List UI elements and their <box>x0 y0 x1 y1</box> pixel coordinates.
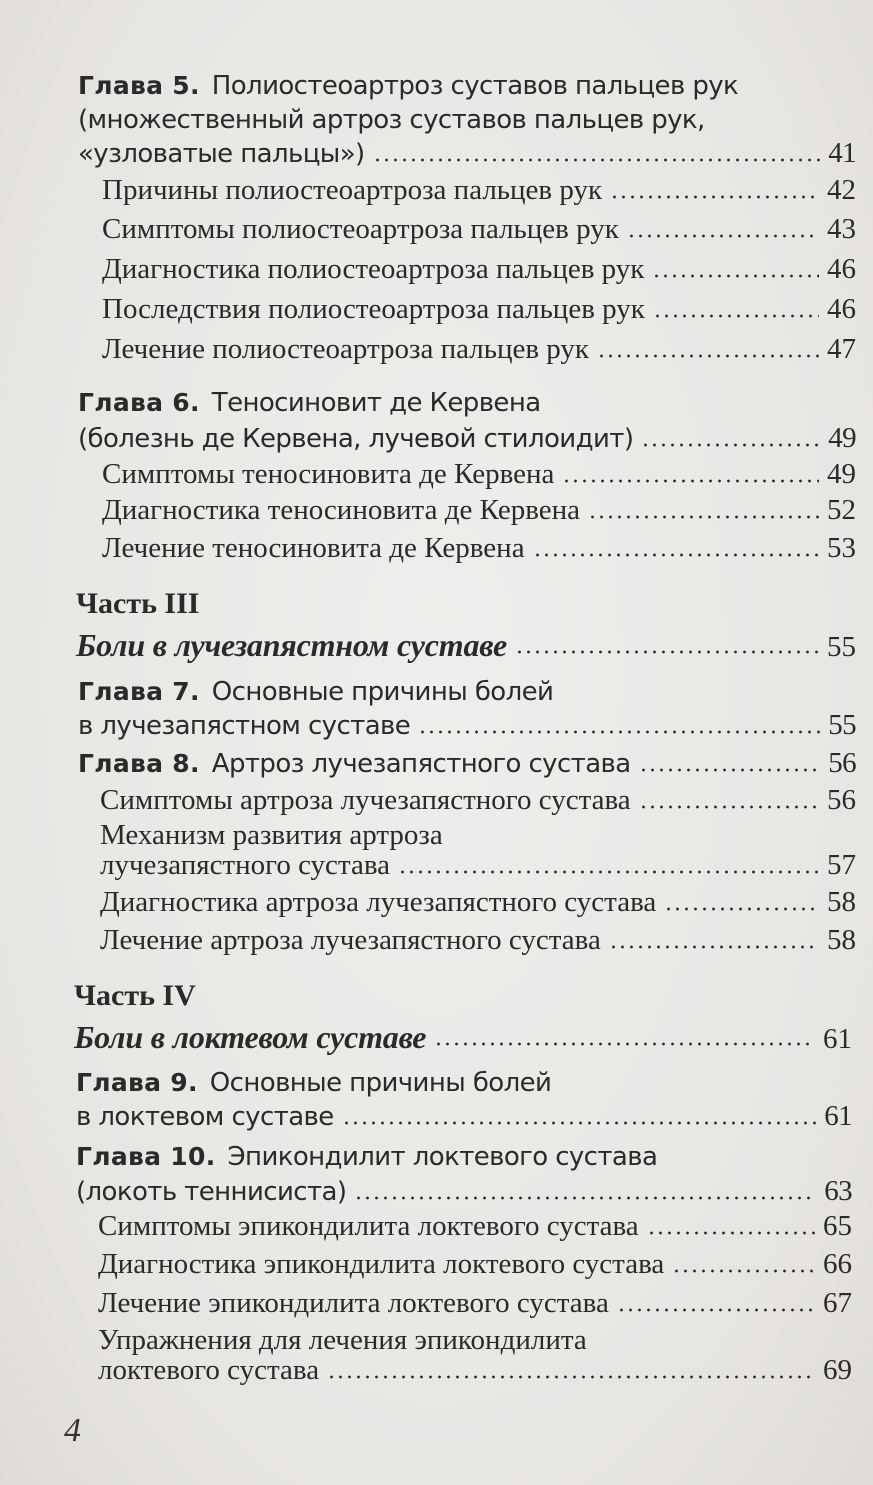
toc-entry <box>100 780 856 820</box>
dot-leader <box>515 649 819 655</box>
dot-leader <box>639 767 821 773</box>
dot-leader <box>533 552 819 558</box>
page-number: 42 <box>827 174 856 206</box>
page-number: 69 <box>823 1354 852 1386</box>
dot-leader <box>664 906 819 912</box>
entry-text: Упражнения для лечения эпикондилита <box>98 1324 587 1356</box>
entry-text: Лечение эпикондилита локтевого сустава <box>98 1287 609 1319</box>
toc-entry <box>102 490 856 530</box>
chapter-6-heading <box>78 383 541 423</box>
chapter-title: Основные причины болей <box>211 677 554 707</box>
entry-text: Симптомы эпикондилита локтевого сустава <box>98 1210 639 1242</box>
dot-leader <box>434 1041 815 1047</box>
dot-leader <box>639 804 819 810</box>
dot-leader <box>597 353 819 359</box>
chapter-title: в лучезапястном суставе <box>78 711 411 741</box>
chapter-title: Артроз лучезапястного сустава <box>211 749 631 779</box>
page-number: 61 <box>824 1100 852 1132</box>
page-folio-number: 4 <box>64 1412 81 1449</box>
part-title: Боли в лучезапястном суставе <box>76 627 507 663</box>
page-number: 53 <box>827 532 856 564</box>
chapter-title: Полиостеоартроз суставов пальцев рук <box>211 71 739 101</box>
chapter-label: Глава 5. <box>78 71 200 100</box>
toc-entry <box>78 418 856 458</box>
page-number: 57 <box>827 849 856 881</box>
entry-text: Причины полиостеоартроза пальцев рук <box>102 174 603 206</box>
toc-entry <box>102 528 856 568</box>
chapter-label: Глава 6. <box>78 388 200 417</box>
toc-entry <box>102 454 856 494</box>
page-number: 66 <box>823 1248 852 1280</box>
page-number: 65 <box>823 1210 852 1242</box>
chapter-title: Теносиновит де Кервена <box>211 388 541 418</box>
page-number: 49 <box>827 458 856 490</box>
dot-leader <box>641 442 820 448</box>
page-number: 49 <box>828 422 856 454</box>
entry-text: Лечение полиостеоартроза пальцев рук <box>102 333 589 365</box>
entry-text: Последствия полиостеоартроза пальцев рук <box>102 293 645 325</box>
page-number: 55 <box>828 709 856 741</box>
page-number: 61 <box>823 1023 852 1055</box>
page-number: 46 <box>827 293 856 325</box>
chapter-8-heading <box>78 743 856 783</box>
toc-entry <box>98 1350 852 1390</box>
chapter-title: «узловатые пальцы») <box>78 139 365 169</box>
page-number: 56 <box>828 747 856 779</box>
page-number: 58 <box>827 886 856 918</box>
dot-leader <box>617 1307 815 1313</box>
chapter-title: (локоть теннисиста) <box>76 1177 347 1207</box>
entry-text: Диагностика полиостеоартроза пальцев рук <box>102 253 645 285</box>
dot-leader <box>398 869 819 875</box>
dot-leader <box>672 1268 815 1274</box>
toc-entry <box>102 329 856 369</box>
page-number: 43 <box>827 213 856 245</box>
dot-leader <box>609 944 819 950</box>
page-number: 63 <box>824 1175 852 1207</box>
entry-text: Механизм развития артроза <box>100 819 443 851</box>
part-4-title <box>74 1017 852 1057</box>
part-3-label <box>76 584 199 624</box>
entry-text: лучезапястного сустава <box>100 849 391 881</box>
page-number: 41 <box>828 137 856 169</box>
part-3-title <box>76 625 856 665</box>
toc-entry <box>100 845 856 885</box>
toc-entry <box>98 1283 852 1323</box>
dot-leader <box>373 157 821 163</box>
toc-entry <box>76 1171 852 1211</box>
toc-entry <box>102 289 856 329</box>
dot-leader <box>627 233 819 239</box>
entry-text: локтевого сустава <box>98 1354 320 1386</box>
part-title: Боли в локтевом суставе <box>74 1019 427 1055</box>
dot-leader <box>653 313 819 319</box>
dot-leader <box>342 1120 817 1126</box>
toc-entry <box>100 882 856 922</box>
toc-entry <box>102 170 856 210</box>
toc-entry <box>78 133 856 173</box>
dot-leader <box>354 1195 816 1201</box>
dot-leader <box>610 194 819 200</box>
entry-text: Диагностика эпикондилита локтевого сустава <box>98 1248 665 1280</box>
dot-leader <box>652 273 819 279</box>
part-4-label <box>74 976 196 1016</box>
toc-entry <box>76 1096 852 1136</box>
chapter-title: Эпикондилит локтевого сустава <box>227 1142 658 1172</box>
page-number: 46 <box>827 253 856 285</box>
entry-text: Лечение теносиновита де Кервена <box>102 532 525 564</box>
entry-text: Диагностика артроза лучезапястного сустава <box>100 886 657 918</box>
toc-entry <box>100 920 856 960</box>
toc-entry <box>98 1206 852 1246</box>
part-label: Часть IV <box>74 979 196 1012</box>
chapter-label: Глава 9. <box>76 1068 198 1097</box>
entry-text: Симптомы артроза лучезапястного сустава <box>100 784 631 816</box>
page-number: 47 <box>827 333 856 365</box>
toc-entry <box>78 705 856 745</box>
entry-text: Симптомы полиостеоартроза пальцев рук <box>102 213 619 245</box>
dot-leader <box>562 478 819 484</box>
dot-leader <box>588 514 819 520</box>
part-label: Часть III <box>76 587 200 620</box>
chapter-label: Глава 10. <box>76 1142 216 1171</box>
chapter-label: Глава 8. <box>78 749 200 778</box>
page-number: 52 <box>827 494 856 526</box>
chapter-title: (болезнь де Кервена, лучевой стилоидит) <box>78 424 634 454</box>
chapter-title: (множественный артроз суставов пальцев рук, <box>78 105 705 135</box>
entry-text: Лечение артроза лучезапястного сустава <box>100 924 601 956</box>
page-number: 58 <box>827 924 856 956</box>
chapter-title: в локтевом суставе <box>76 1102 334 1132</box>
chapter-label: Глава 7. <box>78 677 200 706</box>
toc-entry <box>102 209 856 249</box>
toc-entry <box>102 249 856 289</box>
entry-text: Симптомы теносиновита де Кервена <box>102 458 555 490</box>
chapter-title: Основные причины болей <box>209 1068 552 1098</box>
page-number: 55 <box>827 631 856 663</box>
page-number: 67 <box>823 1287 852 1319</box>
dot-leader <box>327 1374 815 1380</box>
entry-text: Диагностика теносиновита де Кервена <box>102 494 580 526</box>
dot-leader <box>418 729 820 735</box>
page-number: 56 <box>827 784 856 816</box>
dot-leader <box>647 1230 815 1236</box>
toc-entry <box>98 1244 852 1284</box>
